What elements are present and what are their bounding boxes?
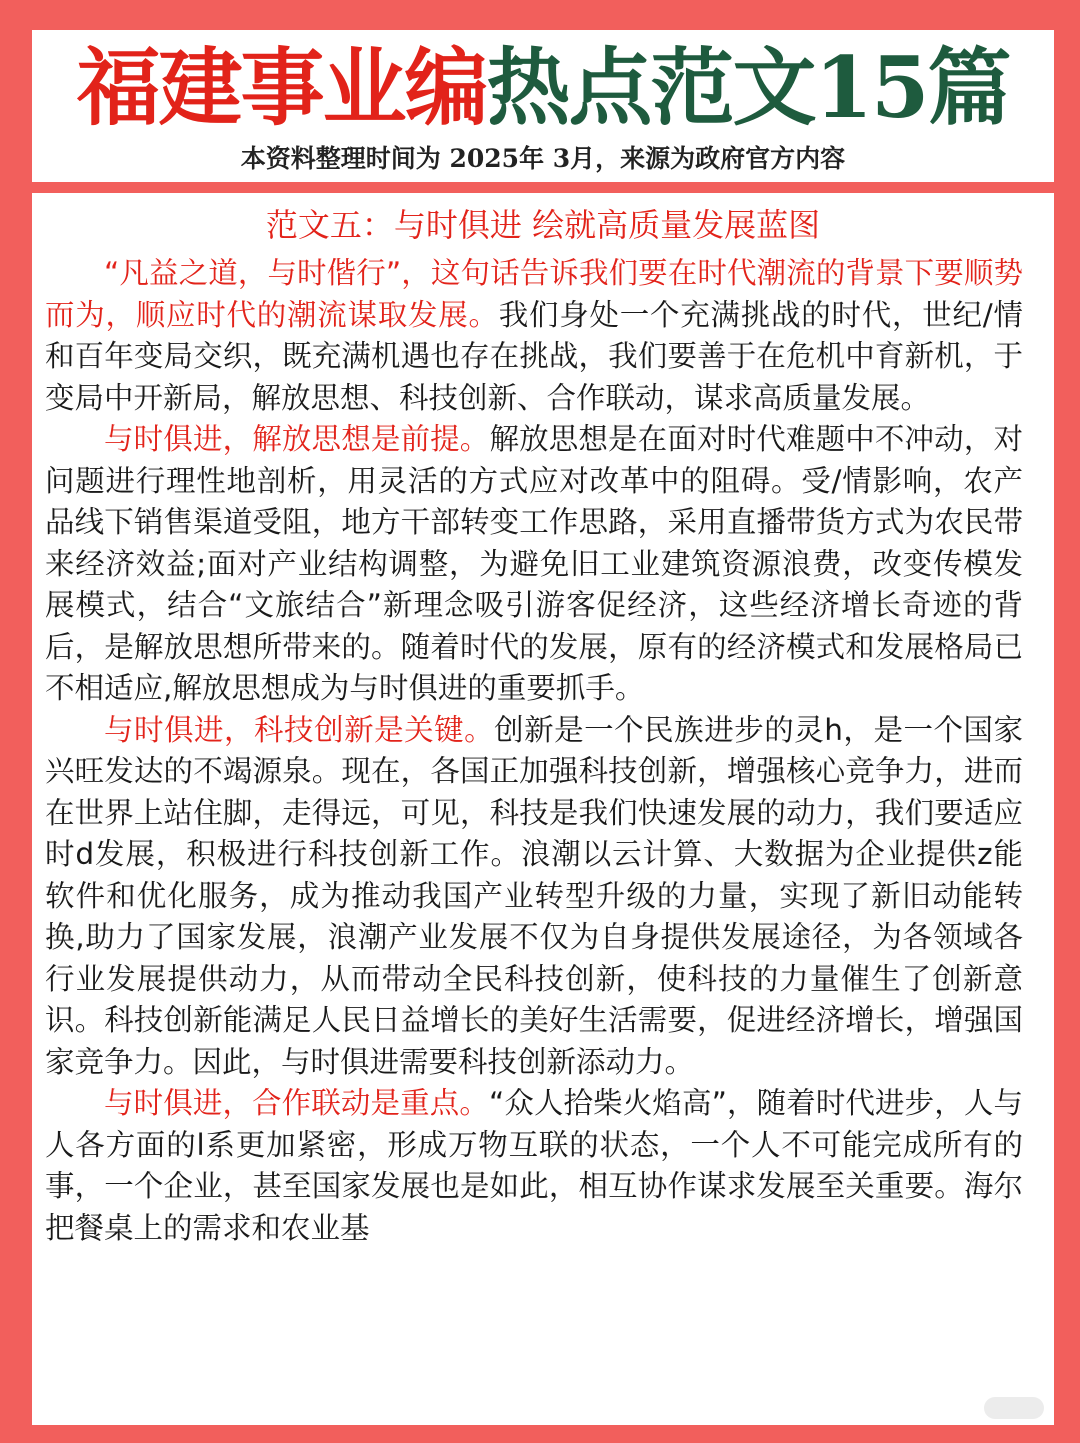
page-title: [32, 34, 1054, 142]
essay-paragraph-3: [45, 710, 1023, 1084]
header-card: [32, 30, 1054, 182]
essay-body: [45, 253, 1023, 1249]
paragraph-text: 解放思想是在面对时代难题中不冲动，对问题进行理性地剖析，用灵活的方式应对改革中的阻碍。受/情影响，农产品线下销售渠道受阻，地方干部转变工作思路，采用直播带货方式为农民带来经济效益;面对产业结构调整，为避免旧工业建筑资源浪费，改变传模发展模式，结合“文旅结合”新理念吸引游客促经济，这些经济增长奇迹的背后，是解放思想所带来的。随着时代的发展，原有的经济模式和发展格局已不相适应,解放思想成为与时俱进的重要抓手。: [45, 422, 1023, 705]
watermark-badge: [984, 1397, 1044, 1419]
essay-paragraph-2: [45, 419, 1023, 710]
paragraph-text: 我们身处一个充满挑战的时代，世纪/情和百年变局交织，既充满机遇也存在挑战，我们要善于在危机中育新机，于变局中开新局，解放思想、科技创新、合作联动，谋求高质量发展。: [45, 297, 1023, 415]
essay-paragraph-4: [45, 1083, 1023, 1249]
page-subtitle: 本资料整理时间为 2025年 3月，来源为政府官方内容: [240, 144, 846, 173]
title-green-part: 热点范文15篇: [486, 38, 1010, 137]
paragraph-text: 创新是一个民族进步的灵h，是一个国家兴旺发达的不竭源泉。现在，各国正加强科技创新，增强核心竞争力，进而在世界上站住脚，走得远，可见，科技是我们快速发展的动力，我们要适应时d发展，积极进行科技创新工作。浪潮以云计算、大数据为企业提供z能软件和优化服务，成为推动我国产业转型升级的力量，实现了新旧动能转换,助力了国家发展，浪潮产业发展不仅为自身提供发展途径，为各领域各行业发展提供动力，从而带动全民科技创新，使科技的力量催生了创新意识。科技创新能满足人民日益增长的美好生活需要，促进经济增长，增强国家竞争力。因此，与时俱进需要科技创新添动力。: [45, 712, 1023, 1079]
essay-paragraph-1: [45, 253, 1023, 419]
paragraph-highlight: 与时俱进，科技创新是关键。: [104, 712, 495, 747]
paragraph-text: “众人拾柴火焰高”，随着时代进步，人与人各方面的l系更加紧密，形成万物互联的状态，一个人不可能完成所有的事，一个企业，甚至国家发展也是如此，相互协作谋求发展至关重要。海尔把餐桌上的需求和农业基: [45, 1086, 1023, 1245]
paragraph-highlight: 与时俱进，合作联动是重点。: [104, 1086, 489, 1120]
paragraph-highlight: “凡益之道，与时偕行”，这句话告诉我们要在时代潮流的背景下要顺势而为，顺应时代的潮流谋取发展。: [45, 256, 1023, 332]
paragraph-highlight: 与时俱进，解放思想是前提。: [104, 422, 490, 456]
essay-title: 范文五：与时俱进 绘就高质量发展蓝图: [265, 206, 821, 244]
essay-card: [32, 193, 1054, 1425]
title-red-part: 福建事业编: [76, 38, 487, 137]
